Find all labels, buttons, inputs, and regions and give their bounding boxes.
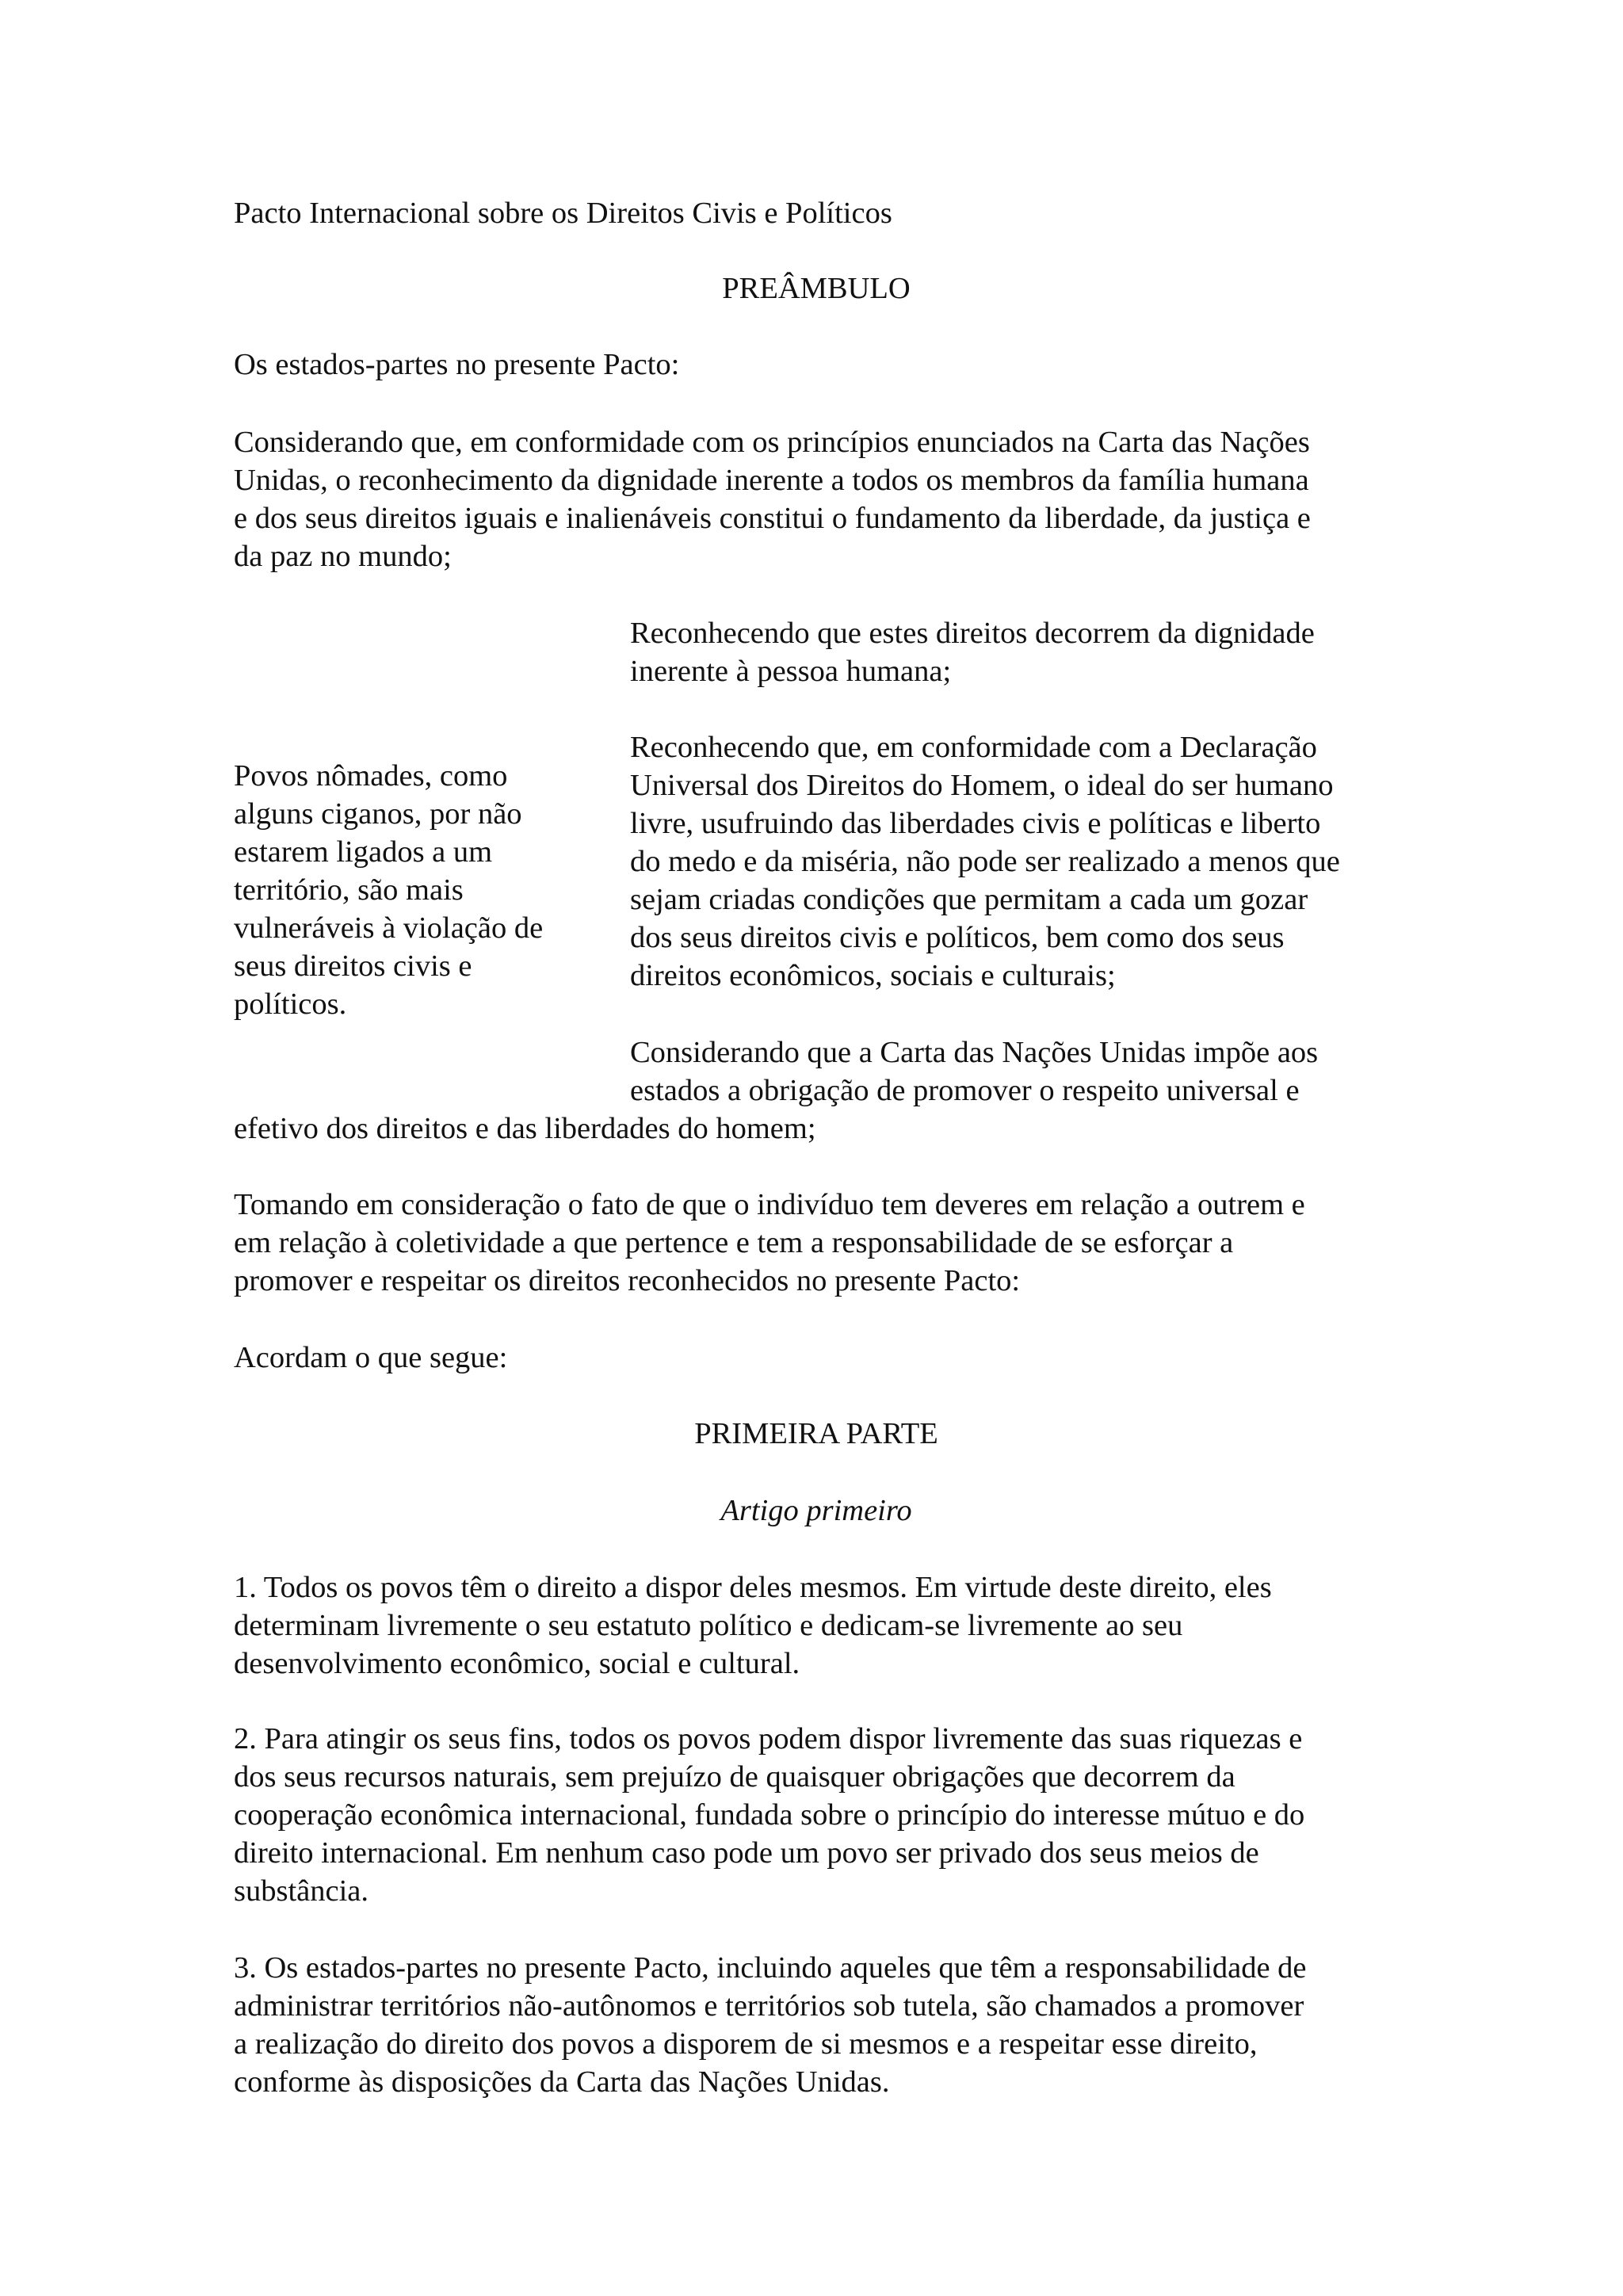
preamble-heading: PREÂMBULO bbox=[722, 272, 911, 305]
reconhecendo-paragraph-1: Reconhecendo que estes direitos decorrem da dignidade inerente à pessoa humana; bbox=[630, 617, 1315, 688]
considerando-paragraph-2-continued: efetivo dos direitos e das liberdades do homem; bbox=[234, 1112, 816, 1145]
considerando-paragraph-2: Considerando que a Carta das Nações Unidas impõe aos estados a obrigação de promover o respeito universal e bbox=[630, 1036, 1319, 1107]
document-title: Pacto Internacional sobre os Direitos Civis e Políticos bbox=[234, 197, 892, 230]
acordam-line: Acordam o que segue: bbox=[234, 1341, 508, 1374]
article-paragraph-2: 2. Para atingir os seus fins, todos os povos podem dispor livremente das suas riquezas e dos seus recursos naturais, sem prejuízo de quaisquer obrigações que decorrem da cooperação econômica internacional, fundada sobre o princípio do interesse mútuo e do direito internacional. Em nenhum caso pode um povo ser privado dos seus meios de substância. bbox=[234, 1722, 1305, 1908]
article-paragraph-3: 3. Os estados-partes no presente Pacto, incluindo aqueles que têm a responsabilidade de administrar territórios não-autônomos e territórios sob tutela, são chamados a promover a realização do direito dos povos a disporem de si mesmos e a respeitar esse direito, conforme às disposições da Carta das Nações Unidas. bbox=[234, 1951, 1307, 2099]
article-heading: Artigo primeiro bbox=[720, 1494, 912, 1527]
side-note: Povos nômades, como alguns ciganos, por não estarem ligados a um território, são mais vulneráveis à violação de seus direitos civis e políticos. bbox=[234, 759, 544, 1021]
article-paragraph-1: 1. Todos os povos têm o direito a dispor deles mesmos. Em virtude deste direito, eles determinam livremente o seu estatuto político e dedicam-se livremente ao seu desenvolvimento econômico, social e cultural. bbox=[234, 1571, 1272, 1680]
considerando-paragraph-1: Considerando que, em conformidade com os princípios enunciados na Carta das Nações Unidas, o reconhecimento da dignidade inerente a todos os membros da família humana e dos seus direitos iguais e inalienáveis constitui o fundamento da liberdade, da justiça e da paz no mundo; bbox=[234, 426, 1311, 573]
part-heading: PRIMEIRA PARTE bbox=[694, 1417, 938, 1450]
intro-line: Os estados-partes no presente Pacto: bbox=[234, 348, 680, 381]
tomando-paragraph: Tomando em consideração o fato de que o indivíduo tem deveres em relação a outrem e em relação à coletividade a que pertence e tem a responsabilidade de se esforçar a promover e respeitar os direitos reconhecidos no presente Pacto: bbox=[234, 1188, 1305, 1297]
reconhecendo-paragraph-2: Reconhecendo que, em conformidade com a Declaração Universal dos Direitos do Homem, o ideal do ser humano livre, usufruindo das liberdades civis e políticas e liberto do medo e da miséria, não pode ser realizado a menos que sejam criadas condições que permitam a cada um gozar dos seus direitos civis e políticos, bem como dos seus direitos econômicos, sociais e culturais; bbox=[630, 731, 1340, 992]
